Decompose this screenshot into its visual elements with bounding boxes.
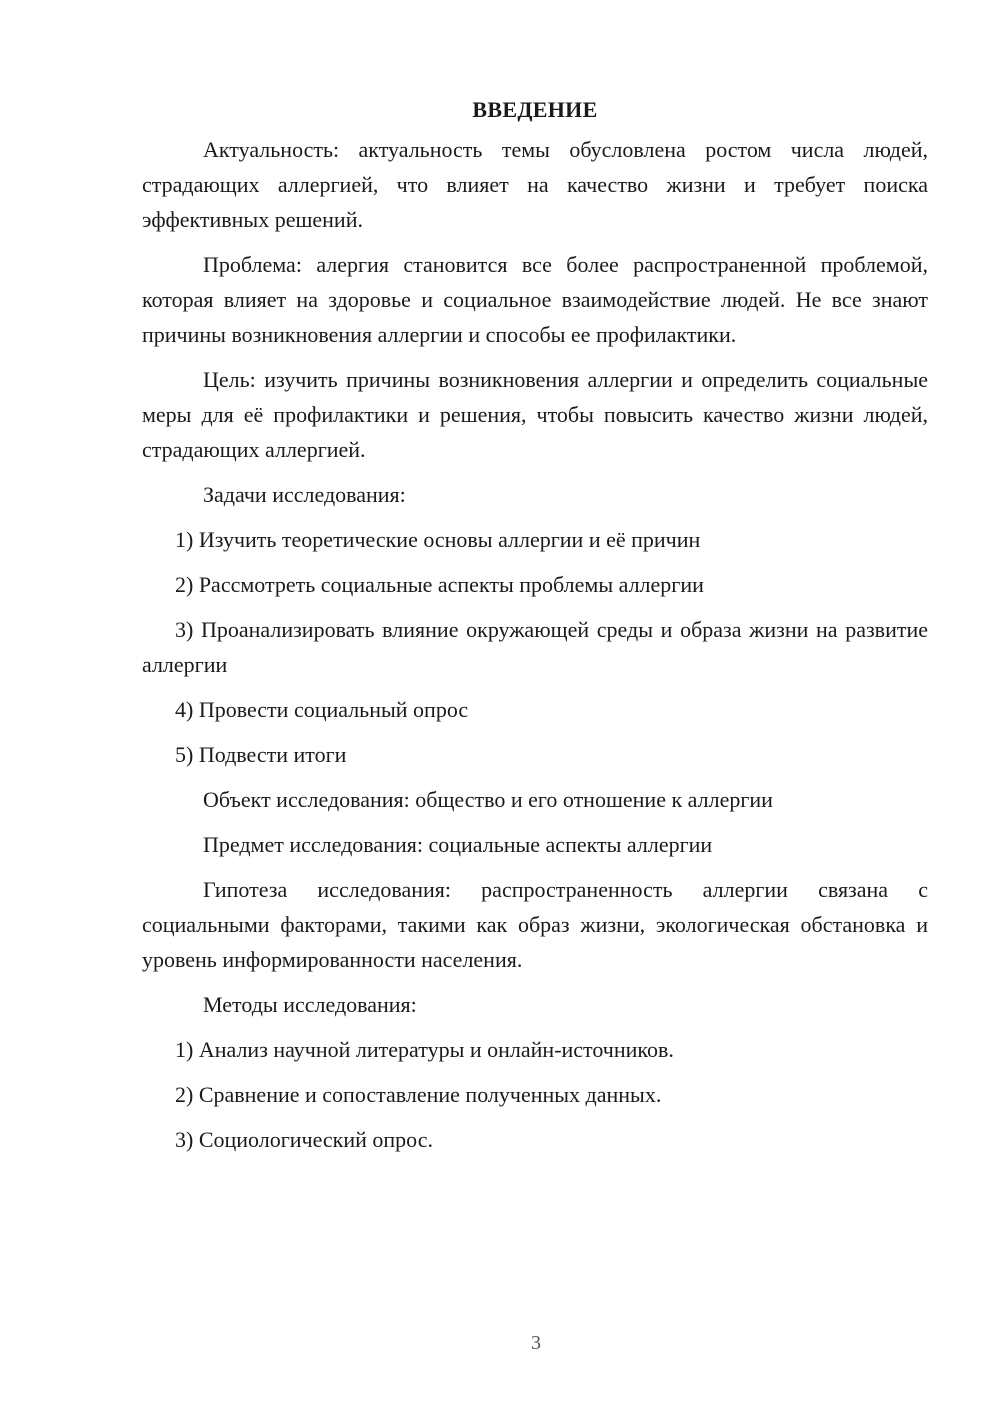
tasks-title: Задачи исследования: bbox=[203, 482, 406, 507]
method-item: 2) Сравнение и сопоставление полученных данных. bbox=[175, 1082, 662, 1107]
methods-title: Методы исследования: bbox=[203, 992, 417, 1017]
page-number: 3 bbox=[531, 1332, 541, 1354]
hypothesis-paragraph: Гипотеза исследования: распространенность аллергии связана с социальными факторами, такими как образ жизни, экологическая обстановка и уровень информированности населения. bbox=[142, 877, 928, 972]
problem-paragraph: Проблема: алергия становится все более распространенной проблемой, которая влияет на здоровье и социальное взаимодействие людей. Не все знают причины возникновения аллергии и способы ее профилактики. bbox=[142, 252, 928, 347]
document-page bbox=[142, 94, 928, 1167]
object-paragraph: Объект исследования: общество и его отношение к аллергии bbox=[203, 787, 773, 812]
task-item: 4) Провести социальный опрос bbox=[175, 697, 469, 722]
subject-paragraph: Предмет исследования: социальные аспекты аллергии bbox=[203, 832, 713, 857]
task-item: 3) Проанализировать влияние окружающей среды и образа жизни на развитие аллергии bbox=[142, 617, 928, 677]
task-item: 2) Рассмотреть социальные аспекты проблемы аллергии bbox=[175, 572, 704, 597]
goal-paragraph: Цель: изучить причины возникновения аллергии и определить социальные меры для её профилактики и решения, чтобы повысить качество жизни людей, страдающих аллергией. bbox=[142, 367, 928, 462]
relevance-paragraph: Актуальность: актуальность темы обусловлена ростом числа людей, страдающих аллергией, что влияет на качество жизни и требует поиска эффективных решений. bbox=[142, 137, 928, 232]
section-heading: ВВЕДЕНИЕ bbox=[472, 97, 598, 122]
task-item: 1) Изучить теоретические основы аллергии и её причин bbox=[175, 527, 701, 552]
method-item: 1) Анализ научной литературы и онлайн-источников. bbox=[175, 1037, 674, 1062]
method-item: 3) Социологический опрос. bbox=[175, 1127, 433, 1152]
task-item: 5) Подвести итоги bbox=[175, 742, 347, 767]
